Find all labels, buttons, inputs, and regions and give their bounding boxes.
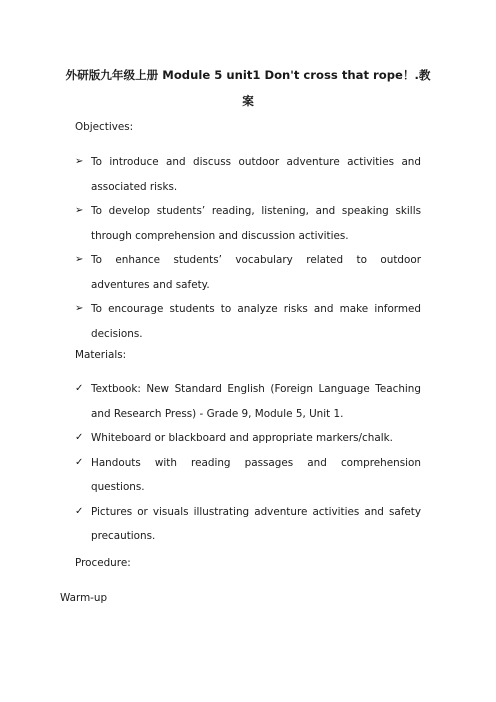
list-item: ✓ Handouts with reading passages and comprehension questions. <box>75 451 421 500</box>
arrow-bullet-icon: ➢ <box>75 205 84 216</box>
materials-list <box>75 377 421 549</box>
list-item: ✓ Pictures or visuals illustrating adventure activities and safety precautions. <box>75 500 421 549</box>
arrow-bullet-icon: ➢ <box>75 254 84 265</box>
document-title <box>56 62 440 114</box>
list-item: ➢ To enhance students’ vocabulary related to outdoor adventures and safety. <box>75 248 421 297</box>
warmup-heading: Warm-up <box>60 592 108 604</box>
checkmark-bullet-icon: ✓ <box>75 505 84 517</box>
checkmark-bullet-icon: ✓ <box>75 383 84 394</box>
arrow-bullet-icon: ➢ <box>75 303 84 314</box>
materials-heading: Materials: <box>75 349 127 361</box>
title-line-1: 外研版九年级上册 Module 5 unit1 Don't cross that rope！.教 <box>65 68 431 82</box>
procedure-heading: Procedure: <box>75 557 131 569</box>
checkmark-bullet-icon: ✓ <box>75 456 84 468</box>
list-item: ✓ Textbook: New Standard English (Foreign Language Teaching and Research Press) - Grade 9, Module 5, Unit 1. <box>75 377 421 426</box>
objectives-list <box>75 150 421 346</box>
objectives-heading: Objectives: <box>75 121 134 133</box>
title-line-2: 案 <box>242 94 254 108</box>
checkmark-bullet-icon: ✓ <box>75 432 84 443</box>
list-item: ➢ To develop students’ reading, listening, and speaking skills through comprehension and discussion activities. <box>75 199 421 248</box>
list-item: ➢ To introduce and discuss outdoor adventure activities and associated risks. <box>75 150 421 199</box>
list-item: ✓ Whiteboard or blackboard and appropriate markers/chalk. <box>75 426 421 451</box>
list-item: ➢ To encourage students to analyze risks and make informed decisions. <box>75 297 421 346</box>
arrow-bullet-icon: ➢ <box>75 156 84 167</box>
